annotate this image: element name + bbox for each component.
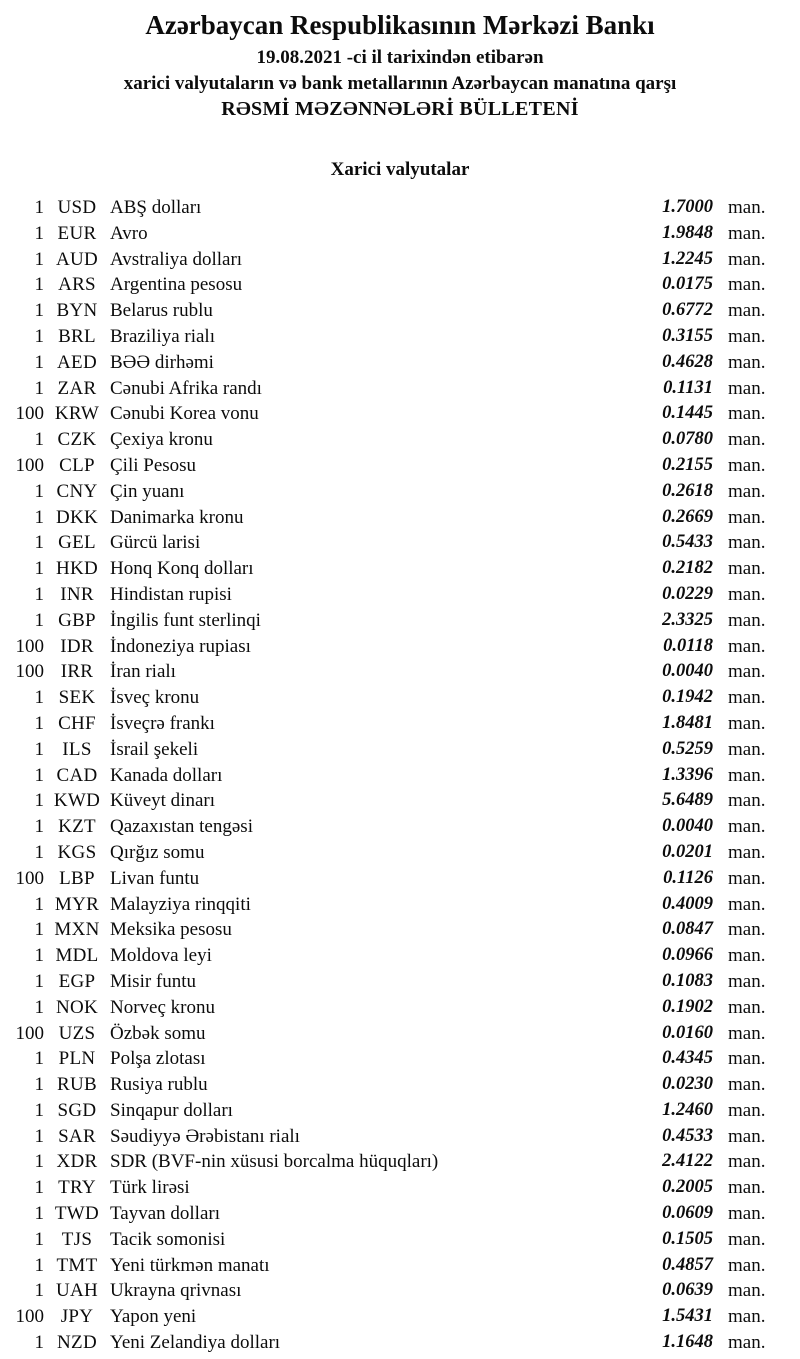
currency-name-cell: Avro — [110, 222, 148, 244]
rate-value-cell: 0.0966 — [662, 945, 713, 966]
unit-cell: man. — [728, 661, 766, 683]
nominal-cell: 1 — [34, 377, 44, 399]
currency-code-cell: PLN — [58, 1048, 96, 1070]
unit-cell: man. — [728, 919, 766, 941]
currency-name-cell: Moldova leyi — [110, 945, 212, 967]
rate-row — [0, 763, 800, 789]
rate-row — [0, 659, 800, 685]
nominal-cell: 1 — [34, 996, 44, 1018]
currency-name-cell: Misir funtu — [110, 970, 197, 992]
currency-code-cell: INR — [60, 583, 94, 605]
rate-row — [0, 685, 800, 711]
rate-value-cell: 0.0040 — [662, 816, 713, 837]
nominal-cell: 1 — [34, 532, 44, 554]
currency-code-cell: IRR — [60, 661, 94, 683]
rate-row — [0, 453, 800, 479]
rate-row — [0, 1304, 800, 1330]
rate-value-cell: 0.5433 — [662, 532, 713, 553]
rate-value-cell: 0.2669 — [662, 506, 713, 527]
rate-row — [0, 324, 800, 350]
rate-value-cell: 0.5259 — [662, 738, 713, 759]
nominal-cell: 1 — [34, 300, 44, 322]
nominal-cell: 100 — [15, 867, 44, 889]
currency-name-cell: Çili Pesosu — [110, 454, 197, 476]
currency-code-cell: EUR — [57, 222, 97, 244]
currency-name-cell: Cənubi Korea vonu — [110, 403, 259, 425]
unit-cell: man. — [728, 867, 766, 889]
nominal-cell: 1 — [34, 506, 44, 528]
rate-row — [0, 1278, 800, 1304]
rate-row — [0, 1046, 800, 1072]
currency-name-cell: Çexiya kronu — [110, 429, 213, 451]
currency-code-cell: HKD — [55, 558, 99, 580]
nominal-cell: 100 — [15, 635, 44, 657]
currency-code-cell: KWD — [53, 790, 101, 812]
bulletin-header — [0, 0, 800, 121]
currency-code-cell: CHF — [58, 712, 96, 734]
rate-row — [0, 917, 800, 943]
unit-cell: man. — [728, 351, 766, 373]
nominal-cell: 1 — [34, 1332, 44, 1354]
rate-value-cell: 1.2460 — [662, 1099, 713, 1120]
nominal-cell: 1 — [34, 480, 44, 502]
currency-code-cell: EGP — [58, 970, 96, 992]
unit-cell: man. — [728, 403, 766, 425]
nominal-cell: 1 — [34, 687, 44, 709]
nominal-cell: 1 — [34, 274, 44, 296]
currency-code-cell: ZAR — [57, 377, 97, 399]
rate-value-cell: 0.0780 — [662, 429, 713, 450]
unit-cell: man. — [728, 1177, 766, 1199]
currency-name-cell: Ukrayna qrivnası — [110, 1280, 242, 1302]
nominal-cell: 100 — [15, 454, 44, 476]
currency-code-cell: ARS — [58, 274, 96, 296]
subject-line: xarici valyutaların və bank metallarının Azərbaycan manatına qarşı — [123, 73, 677, 94]
currency-name-cell: Qırğız somu — [110, 841, 205, 863]
rates-table — [0, 195, 800, 1356]
nominal-cell: 1 — [34, 1125, 44, 1147]
unit-cell: man. — [728, 1203, 766, 1225]
rate-row — [0, 1253, 800, 1279]
currency-code-cell: XDR — [56, 1151, 98, 1173]
rate-row — [0, 1227, 800, 1253]
nominal-cell: 1 — [34, 893, 44, 915]
nominal-cell: 1 — [34, 919, 44, 941]
rate-value-cell: 1.1648 — [662, 1332, 713, 1353]
unit-cell: man. — [728, 996, 766, 1018]
rate-value-cell: 0.0040 — [662, 661, 713, 682]
currency-name-cell: Polşa zlotası — [110, 1048, 206, 1070]
currency-name-cell: Sinqapur dolları — [110, 1099, 233, 1121]
nominal-cell: 1 — [34, 429, 44, 451]
unit-cell: man. — [728, 377, 766, 399]
unit-cell: man. — [728, 480, 766, 502]
bulletin-title-line: RƏSMİ MƏZƏNNƏLƏRİ BÜLLETENİ — [221, 98, 579, 120]
nominal-cell: 1 — [34, 1177, 44, 1199]
unit-cell: man. — [728, 893, 766, 915]
currency-name-cell: Çin yuanı — [110, 480, 185, 502]
unit-cell: man. — [728, 1151, 766, 1173]
unit-cell: man. — [728, 841, 766, 863]
rate-value-cell: 0.0201 — [662, 841, 713, 862]
currency-name-cell: İngilis funt sterlinqi — [110, 609, 261, 631]
rate-value-cell: 0.2005 — [662, 1177, 713, 1198]
currency-code-cell: IDR — [60, 635, 94, 657]
rate-row — [0, 1330, 800, 1356]
nominal-cell: 100 — [15, 1022, 44, 1044]
rate-value-cell: 0.1902 — [662, 996, 713, 1017]
currency-code-cell: ILS — [62, 738, 92, 760]
unit-cell: man. — [728, 1332, 766, 1354]
unit-cell: man. — [728, 816, 766, 838]
rate-value-cell: 1.8481 — [662, 712, 713, 733]
currency-code-cell: KGS — [57, 841, 97, 863]
rate-row — [0, 943, 800, 969]
currency-name-cell: Norveç kronu — [110, 996, 215, 1018]
currency-code-cell: BYN — [56, 300, 98, 322]
unit-cell: man. — [728, 764, 766, 786]
nominal-cell: 1 — [34, 558, 44, 580]
rate-row — [0, 1098, 800, 1124]
rate-row — [0, 1201, 800, 1227]
currency-name-cell: Tacik somonisi — [110, 1228, 226, 1250]
rate-value-cell: 0.1131 — [663, 377, 713, 398]
unit-cell: man. — [728, 945, 766, 967]
unit-cell: man. — [728, 1254, 766, 1276]
rate-value-cell: 0.0118 — [663, 635, 713, 656]
currency-code-cell: RUB — [57, 1074, 97, 1096]
nominal-cell: 1 — [34, 1254, 44, 1276]
unit-cell: man. — [728, 1099, 766, 1121]
currency-code-cell: KZT — [58, 816, 96, 838]
rate-row — [0, 479, 800, 505]
rate-row — [0, 969, 800, 995]
currency-code-cell: CAD — [56, 764, 98, 786]
rate-value-cell: 0.2182 — [662, 558, 713, 579]
nominal-cell: 1 — [34, 609, 44, 631]
rate-value-cell: 0.4628 — [662, 351, 713, 372]
nominal-cell: 1 — [34, 351, 44, 373]
unit-cell: man. — [728, 454, 766, 476]
rate-row — [0, 711, 800, 737]
rate-row — [0, 814, 800, 840]
currency-code-cell: TMT — [56, 1254, 98, 1276]
rate-value-cell: 0.0609 — [662, 1203, 713, 1224]
currency-code-cell: NOK — [55, 996, 99, 1018]
unit-cell: man. — [728, 197, 766, 218]
unit-cell: man. — [728, 222, 766, 244]
currency-name-cell: Səudiyyə Ərəbistanı rialı — [110, 1125, 300, 1147]
rate-value-cell: 0.1083 — [662, 970, 713, 991]
currency-code-cell: MXN — [54, 919, 100, 941]
currency-code-cell: LBP — [59, 867, 95, 889]
currency-code-cell: SGD — [57, 1099, 97, 1121]
section-title-foreign-currencies: Xarici valyutalar — [330, 159, 470, 180]
unit-cell: man. — [728, 300, 766, 322]
unit-cell: man. — [728, 1048, 766, 1070]
currency-code-cell: TWD — [54, 1203, 100, 1225]
nominal-cell: 1 — [34, 764, 44, 786]
currency-name-cell: Avstraliya dolları — [110, 248, 243, 270]
nominal-cell: 1 — [34, 583, 44, 605]
nominal-cell: 100 — [15, 661, 44, 683]
rate-row — [0, 350, 800, 376]
currency-code-cell: USD — [57, 197, 97, 218]
nominal-cell: 1 — [34, 1228, 44, 1250]
currency-code-cell: TJS — [61, 1228, 93, 1250]
currency-name-cell: İsrail şekeli — [110, 738, 199, 760]
currency-name-cell: Livan funtu — [110, 867, 200, 889]
nominal-cell: 1 — [34, 790, 44, 812]
nominal-cell: 1 — [34, 841, 44, 863]
currency-code-cell: CZK — [57, 429, 97, 451]
currency-name-cell: Cənubi Afrika randı — [110, 377, 262, 399]
rate-value-cell: 0.0847 — [662, 919, 713, 940]
nominal-cell: 1 — [34, 197, 44, 218]
rate-row — [0, 995, 800, 1021]
unit-cell: man. — [728, 325, 766, 347]
rate-row — [0, 1021, 800, 1047]
currency-code-cell: AED — [57, 351, 97, 373]
nominal-cell: 1 — [34, 248, 44, 270]
currency-name-cell: Honq Konq dolları — [110, 558, 254, 580]
nominal-cell: 1 — [34, 1074, 44, 1096]
currency-name-cell: İran rialı — [110, 661, 176, 683]
rate-row — [0, 505, 800, 531]
unit-cell: man. — [728, 790, 766, 812]
rate-value-cell: 1.5431 — [662, 1306, 713, 1327]
rate-row — [0, 1175, 800, 1201]
rate-row — [0, 608, 800, 634]
rate-value-cell: 0.2155 — [662, 454, 713, 475]
rate-value-cell: 0.1505 — [662, 1228, 713, 1249]
nominal-cell: 1 — [34, 945, 44, 967]
unit-cell: man. — [728, 1306, 766, 1328]
rate-value-cell: 0.0175 — [662, 274, 713, 295]
unit-cell: man. — [728, 712, 766, 734]
unit-cell: man. — [728, 506, 766, 528]
nominal-cell: 1 — [34, 738, 44, 760]
rate-value-cell: 1.3396 — [662, 764, 713, 785]
currency-name-cell: Gürcü larisi — [110, 532, 201, 554]
unit-cell: man. — [728, 1074, 766, 1096]
currency-code-cell: TRY — [58, 1177, 96, 1199]
rate-row — [0, 1124, 800, 1150]
currency-name-cell: Yeni Zelandiya dolları — [110, 1332, 281, 1354]
currency-name-cell: Belarus rublu — [110, 300, 213, 322]
rate-row — [0, 401, 800, 427]
nominal-cell: 1 — [34, 1151, 44, 1173]
nominal-cell: 100 — [15, 1306, 44, 1328]
rate-value-cell: 0.6772 — [662, 300, 713, 321]
unit-cell: man. — [728, 970, 766, 992]
nominal-cell: 1 — [34, 970, 44, 992]
currency-code-cell: SEK — [58, 687, 96, 709]
rate-row — [0, 634, 800, 660]
currency-code-cell: UAH — [55, 1280, 99, 1302]
rate-value-cell: 0.4533 — [662, 1125, 713, 1146]
currency-code-cell: AUD — [55, 248, 99, 270]
nominal-cell: 100 — [15, 403, 44, 425]
nominal-cell: 1 — [34, 222, 44, 244]
rate-value-cell: 0.3155 — [662, 325, 713, 346]
unit-cell: man. — [728, 1125, 766, 1147]
currency-name-cell: Kanada dolları — [110, 764, 223, 786]
effective-date-line: 19.08.2021 -ci il tarixindən etibarən — [256, 47, 544, 68]
currency-name-cell: Meksika pesosu — [110, 919, 232, 941]
rate-row — [0, 530, 800, 556]
rate-row — [0, 1072, 800, 1098]
rate-row — [0, 1149, 800, 1175]
rate-value-cell: 0.0230 — [662, 1074, 713, 1095]
nominal-cell: 1 — [34, 1203, 44, 1225]
rate-row — [0, 427, 800, 453]
currency-code-cell: DKK — [55, 506, 99, 528]
unit-cell: man. — [728, 738, 766, 760]
unit-cell: man. — [728, 532, 766, 554]
rate-value-cell: 2.4122 — [662, 1151, 713, 1172]
currency-name-cell: Malayziya rinqqiti — [110, 893, 251, 915]
bank-name-title: Azərbaycan Respublikasının Mərkəzi Bankı — [145, 10, 655, 40]
rate-value-cell: 2.3325 — [662, 609, 713, 630]
rate-value-cell: 0.1126 — [663, 867, 713, 888]
rate-row — [0, 582, 800, 608]
nominal-cell: 1 — [34, 1280, 44, 1302]
currency-name-cell: İsveç kronu — [110, 687, 200, 709]
rate-value-cell: 0.0639 — [662, 1280, 713, 1301]
unit-cell: man. — [728, 1228, 766, 1250]
currency-code-cell: SAR — [58, 1125, 96, 1147]
unit-cell: man. — [728, 583, 766, 605]
unit-cell: man. — [728, 558, 766, 580]
currency-code-cell: NZD — [57, 1332, 97, 1354]
unit-cell: man. — [728, 1022, 766, 1044]
currency-code-cell: KRW — [54, 403, 100, 425]
currency-name-cell: Yapon yeni — [110, 1306, 197, 1328]
rate-value-cell: 0.4009 — [662, 893, 713, 914]
rate-value-cell: 0.0160 — [662, 1022, 713, 1043]
unit-cell: man. — [728, 429, 766, 451]
rate-row — [0, 737, 800, 763]
currency-name-cell: Rusiya rublu — [110, 1074, 208, 1096]
unit-cell: man. — [728, 609, 766, 631]
currency-name-cell: Küveyt dinarı — [110, 790, 216, 812]
rate-row — [0, 866, 800, 892]
currency-name-cell: Yeni türkmən manatı — [110, 1254, 270, 1276]
currency-name-cell: Argentina pesosu — [110, 274, 243, 296]
currency-name-cell: Danimarka kronu — [110, 506, 244, 528]
currency-code-cell: CLP — [59, 454, 95, 476]
nominal-cell: 1 — [34, 712, 44, 734]
currency-name-cell: SDR (BVF-nin xüsusi borcalma hüquqları) — [110, 1151, 439, 1173]
rate-row — [0, 298, 800, 324]
rate-value-cell: 0.0229 — [662, 583, 713, 604]
currency-name-cell: Hindistan rupisi — [110, 583, 232, 605]
rate-row — [0, 840, 800, 866]
currency-code-cell: JPY — [60, 1306, 94, 1328]
unit-cell: man. — [728, 687, 766, 709]
currency-name-cell: Braziliya rialı — [110, 325, 215, 347]
rate-value-cell: 5.6489 — [662, 790, 713, 811]
rate-row — [0, 195, 800, 221]
currency-code-cell: MDL — [55, 945, 99, 967]
rate-row — [0, 272, 800, 298]
rate-row — [0, 376, 800, 402]
unit-cell: man. — [728, 635, 766, 657]
nominal-cell: 1 — [34, 325, 44, 347]
currency-code-cell: CNY — [56, 480, 98, 502]
unit-cell: man. — [728, 1280, 766, 1302]
currency-name-cell: İndoneziya rupiası — [110, 635, 251, 657]
rate-row — [0, 892, 800, 918]
currency-name-cell: BƏƏ dirhəmi — [110, 351, 214, 373]
rate-value-cell: 0.4345 — [662, 1048, 713, 1069]
nominal-cell: 1 — [34, 1048, 44, 1070]
currency-code-cell: MYR — [54, 893, 100, 915]
rate-value-cell: 1.2245 — [662, 248, 713, 269]
rate-value-cell: 0.1445 — [662, 403, 713, 424]
nominal-cell: 1 — [34, 816, 44, 838]
rate-value-cell: 0.2618 — [662, 480, 713, 501]
rate-value-cell: 1.7000 — [662, 197, 713, 217]
currency-name-cell: Tayvan dolları — [110, 1203, 220, 1225]
currency-name-cell: Türk lirəsi — [110, 1177, 190, 1199]
rate-value-cell: 0.1942 — [662, 687, 713, 708]
rate-value-cell: 1.9848 — [662, 222, 713, 243]
currency-code-cell: UZS — [58, 1022, 96, 1044]
rate-value-cell: 0.4857 — [662, 1254, 713, 1275]
unit-cell: man. — [728, 274, 766, 296]
rate-row — [0, 247, 800, 273]
currency-name-cell: Qazaxıstan tengəsi — [110, 816, 253, 838]
rate-row — [0, 221, 800, 247]
currency-code-cell: BRL — [58, 325, 96, 347]
currency-name-cell: Özbək somu — [110, 1022, 206, 1044]
currency-code-cell: GEL — [58, 532, 96, 554]
currency-name-cell: ABŞ dolları — [110, 197, 202, 218]
rate-row — [0, 788, 800, 814]
rate-row — [0, 556, 800, 582]
unit-cell: man. — [728, 248, 766, 270]
currency-name-cell: İsveçrə frankı — [110, 712, 215, 734]
currency-code-cell: GBP — [58, 609, 96, 631]
nominal-cell: 1 — [34, 1099, 44, 1121]
